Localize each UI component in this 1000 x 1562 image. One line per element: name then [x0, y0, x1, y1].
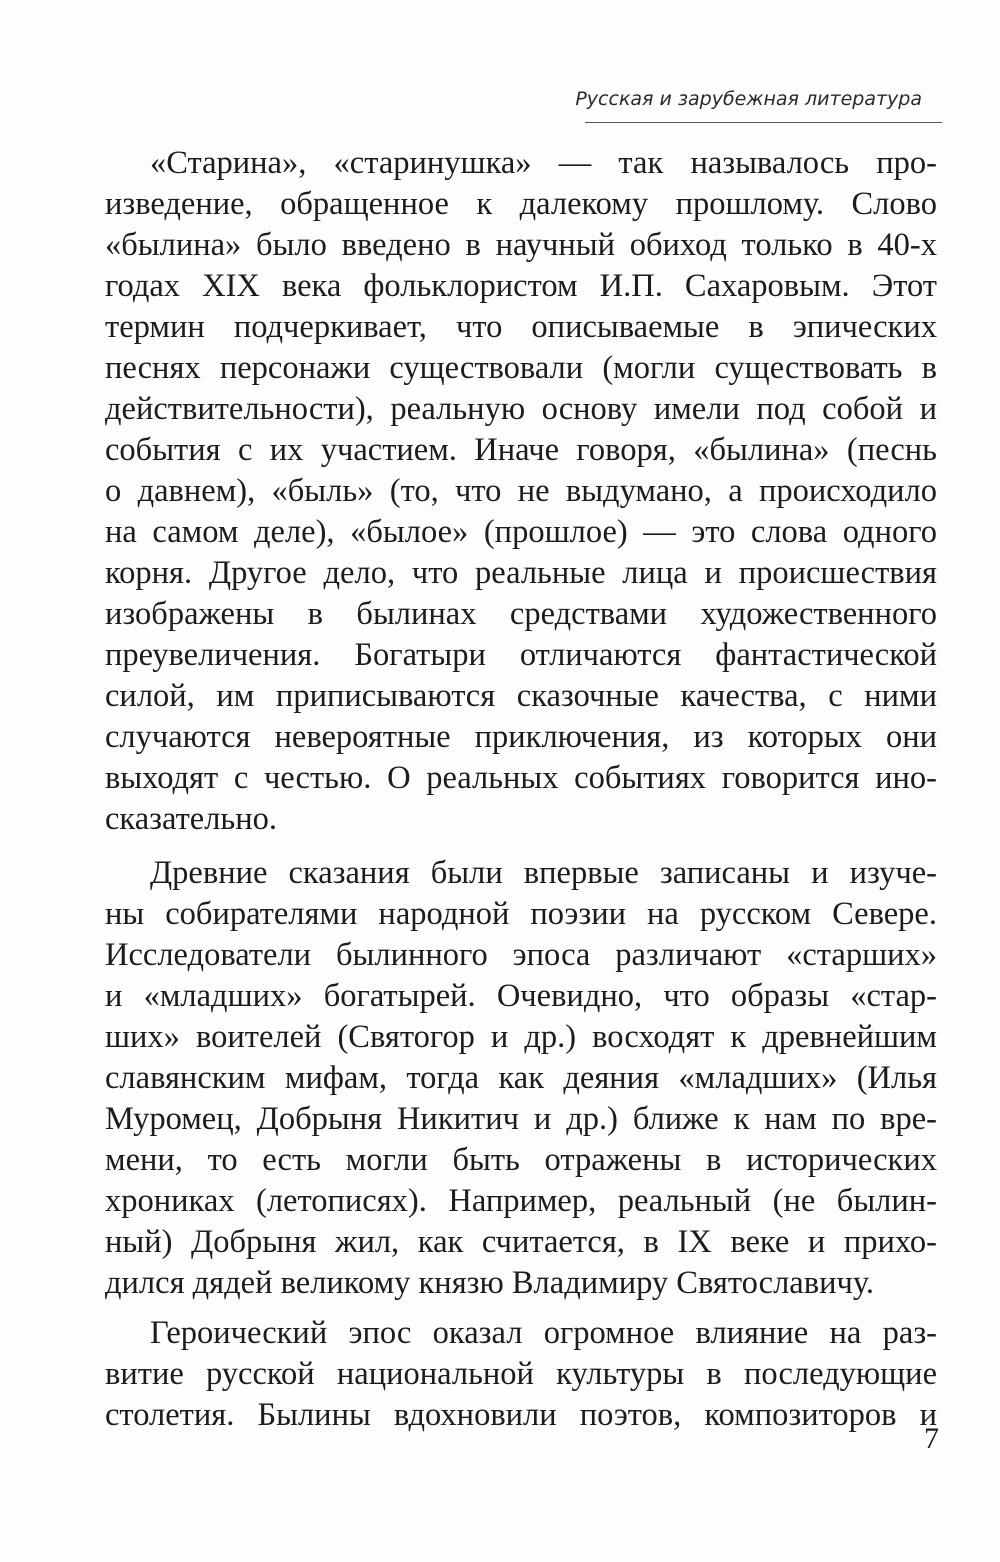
text-line: сказательно.	[105, 801, 278, 837]
text-line: витие русской национальной культуры в последующие	[105, 1356, 937, 1392]
text-line: изведение, обращенное к далекому прошлому. Слово	[105, 186, 937, 222]
page-number: 7	[924, 1422, 939, 1455]
text-line: изображены в былинах средствами художественного	[105, 596, 937, 632]
text-line: Муромец, Добрыня Никитич и др.) ближе к нам по вре-	[105, 1101, 937, 1137]
text-line: «Старина», «старинушка» — так называлось про-	[150, 145, 937, 181]
text-line: на самом деле), «былое» (прошлое) — это слова одного	[105, 514, 937, 550]
text-line: корня. Другое дело, что реальные лица и происшествия	[105, 555, 937, 591]
running-header: Русская и зарубежная литература	[575, 88, 922, 110]
text-line: хрониках (летописях). Например, реальный (не былин-	[105, 1183, 937, 1219]
text-line: ших» воителей (Святогор и др.) восходят к древнейшим	[105, 1019, 937, 1055]
text-line: столетия. Былины вдохновили поэтов, композиторов и	[105, 1397, 937, 1433]
text-line: действительности), реальную основу имели под собой и	[105, 391, 937, 427]
text-line: силой, им приписываются сказочные качества, с ними	[105, 678, 937, 714]
header-rule	[585, 122, 942, 123]
text-line: «былина» было введено в научный обиход только в 40-х	[105, 227, 937, 263]
text-line: дился дядей великому князю Владимиру Святославичу.	[105, 1265, 874, 1301]
text-line: годах XIX века фольклористом И.П. Сахаровым. Этот	[105, 268, 937, 304]
text-line: преувеличения. Богатыри отличаются фантастической	[105, 637, 937, 673]
text-line: мени, то есть могли быть отражены в исторических	[105, 1142, 937, 1178]
text-line: и «младших» богатырей. Очевидно, что образы «стар-	[105, 978, 937, 1014]
text-line: ный) Добрыня жил, как считается, в IX веке и прихо-	[105, 1224, 937, 1260]
text-line: термин подчеркивает, что описываемые в эпических	[105, 309, 937, 345]
text-line: случаются невероятные приключения, из которых они	[105, 719, 937, 755]
text-line: Древние сказания были впервые записаны и изуче-	[150, 855, 937, 891]
text-line: песнях персонажи существовали (могли существовать в	[105, 350, 937, 386]
text-line: ны собирателями народной поэзии на русском Севере.	[105, 896, 937, 932]
text-line: Героический эпос оказал огромное влияние на раз-	[150, 1315, 937, 1351]
text-line: события с их участием. Иначе говоря, «былина» (песнь	[105, 432, 937, 468]
text-line: Исследователи былинного эпоса различают «старших»	[105, 937, 937, 973]
text-line: выходят с честью. О реальных событиях говорится ино-	[105, 760, 937, 796]
text-line: славянским мифам, тогда как деяния «младших» (Илья	[105, 1060, 937, 1096]
text-line: о давнем), «быль» (то, что не выдумано, а происходило	[105, 473, 937, 509]
